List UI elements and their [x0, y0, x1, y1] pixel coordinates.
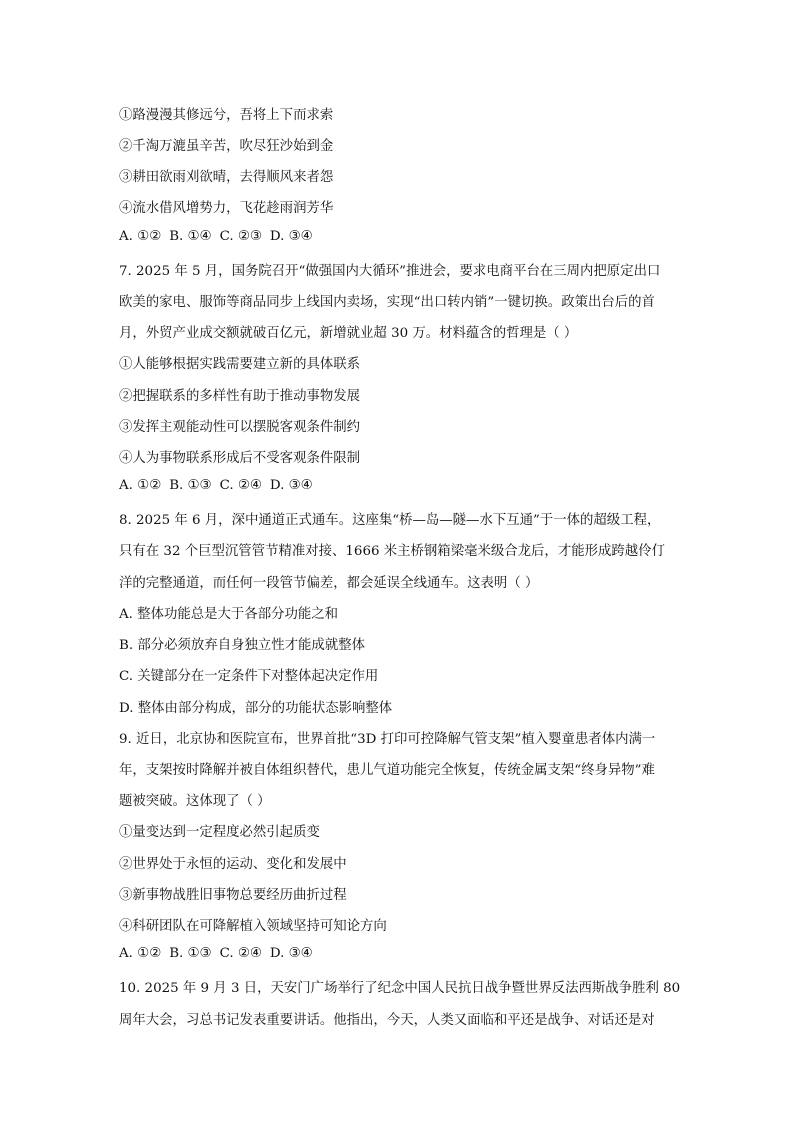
q8-stem-line-1: 8. 2025 年 6 月，深中通道正式通车。这座集“桥—岛—隧—水下互通”于一体的超级工程，	[119, 513, 661, 528]
q8-option-d: D. 整体由部分构成，部分的功能状态影响整体	[119, 701, 393, 716]
q6-option-1: ①路漫漫其修远兮，吾将上下而求索	[119, 108, 334, 123]
q6-choice-c: C. ②③	[219, 229, 262, 244]
q8-option-a: A. 整体功能总是大于各部分功能之和	[119, 607, 339, 622]
q6-choice-d: D. ③④	[269, 229, 313, 244]
q6-option-2: ②千淘万漉虽辛苦，吹尽狂沙始到金	[119, 139, 334, 154]
q6-option-4: ④流水借风增势力，飞花趁雨润芳华	[119, 201, 334, 216]
q9-stem-line-2: 年，支架按时降解并被自体组织替代，患儿气道功能完全恢复，传统金属支架“终身异物”难	[119, 763, 655, 778]
q7-answer-choices	[119, 478, 321, 493]
q9-option-3: ③新事物战胜旧事物总要经历曲折过程	[119, 888, 347, 903]
q8-option-b: B. 部分必须放弃自身独立性才能成就整体	[119, 638, 365, 653]
q7-choice-c: C. ②④	[219, 478, 262, 493]
q9-stem-line-1: 9. 近日，北京协和医院宣布，世界首批“3D 打印可控降解气管支架”植入婴童患者体内满一	[119, 732, 656, 747]
q7-stem-line-3: 月，外贸产业成交额就破百亿元，新增就业超 30 万。材料蕴含的哲理是（ ）	[119, 326, 578, 341]
q7-choice-d: D. ③④	[269, 478, 313, 493]
q9-option-4: ④科研团队在可降解植入领域坚持可知论方向	[119, 919, 387, 934]
q6-choice-a: A. ①②	[119, 229, 162, 244]
q7-option-1: ①人能够根据实践需要建立新的具体联系	[119, 357, 361, 372]
q6-option-3: ③耕田欲雨刈欲晴，去得顺风来者怨	[119, 170, 334, 185]
q6-choice-b: B. ①④	[169, 229, 212, 244]
q8-stem-line-2: 只有在 32 个巨型沉管管节精准对接、1666 米主桥钢箱梁毫米级合龙后，才能形成跨越伶仃	[119, 544, 665, 559]
q8-option-c: C. 关键部分在一定条件下对整体起决定作用	[119, 669, 379, 684]
q9-option-1: ①量变达到一定程度必然引起质变	[119, 825, 320, 840]
q9-stem-line-3: 题被突破。这体现了（ ）	[119, 794, 271, 809]
q9-choice-a: A. ①②	[119, 946, 162, 961]
q9-choice-c: C. ②④	[219, 946, 262, 961]
q7-stem-line-1: 7. 2025 年 5 月，国务院召开“做强国内大循环”推进会，要求电商平台在三周内把原定出口	[119, 264, 661, 279]
q10-stem-line-2: 周年大会，习总书记发表重要讲话。他指出，今天，人类又面临和平还是战争、对话还是对	[119, 1013, 655, 1028]
q7-choice-b: B. ①③	[169, 478, 212, 493]
q6-answer-choices	[119, 229, 321, 244]
q7-option-4: ④人为事物联系形成后不受客观条件限制	[119, 451, 361, 466]
q9-choice-b: B. ①③	[169, 946, 212, 961]
q7-option-2: ②把握联系的多样性有助于推动事物发展	[119, 389, 361, 404]
q10-stem-line-1: 10. 2025 年 9 月 3 日，天安门广场举行了纪念中国人民抗日战争暨世界反法西斯战争胜利 80	[119, 981, 681, 996]
q7-choice-a: A. ①②	[119, 478, 162, 493]
q9-choice-d: D. ③④	[269, 946, 313, 961]
q9-option-2: ②世界处于永恒的运动、变化和发展中	[119, 857, 347, 872]
q7-stem-line-2: 欧美的家电、服饰等商品同步上线国内卖场，实现“出口转内销”一键切换。政策出台后的首	[119, 295, 655, 310]
q9-answer-choices	[119, 946, 321, 961]
q8-stem-line-3: 洋的完整通道，而任何一段管节偏差，都会延误全线通车。这表明（ ）	[119, 576, 539, 591]
q7-option-3: ③发挥主观能动性可以摆脱客观条件制约	[119, 420, 361, 435]
